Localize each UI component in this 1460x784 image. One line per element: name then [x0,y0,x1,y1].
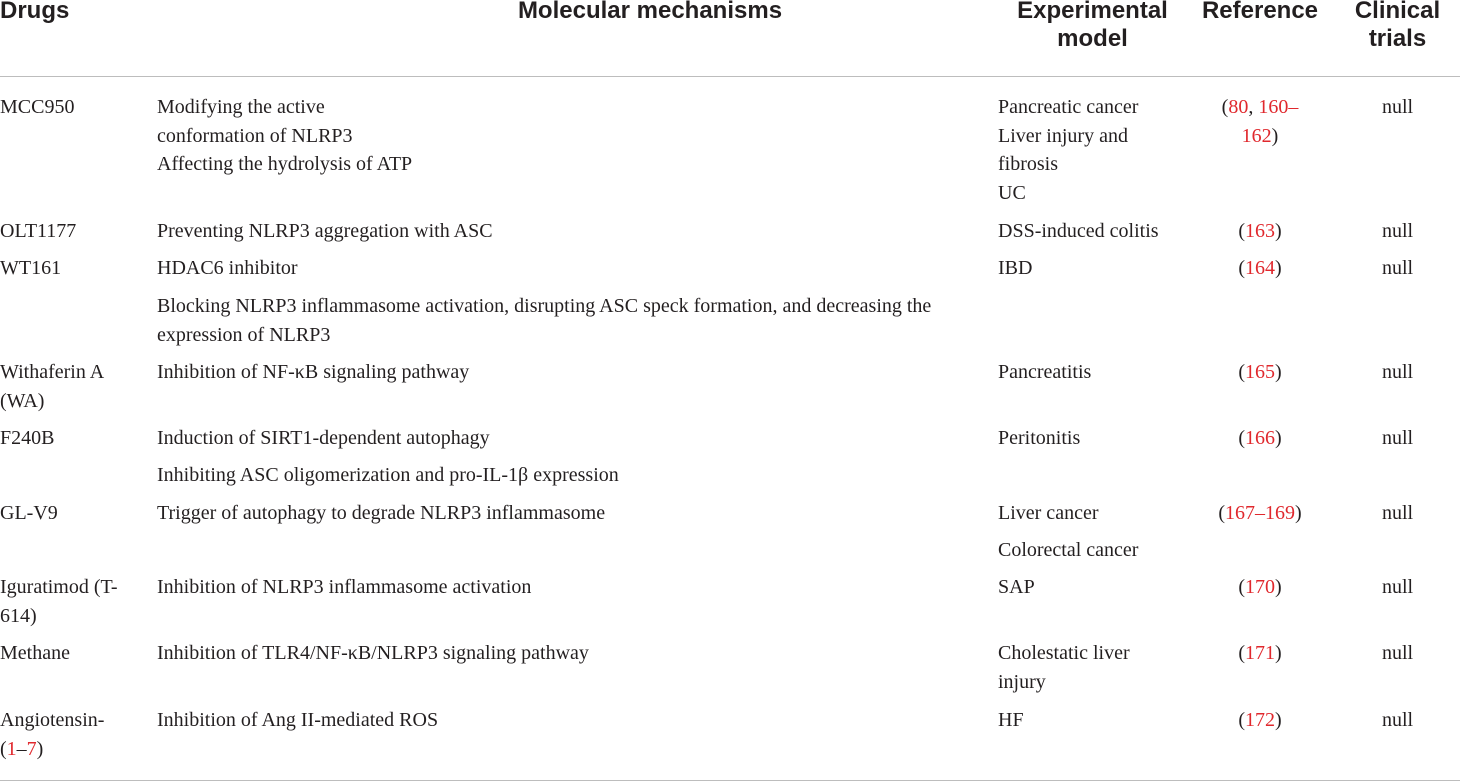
model-line: Pancreatic cancer [998,96,1139,118]
drug-name: Methane [0,642,70,664]
header-experimental-model-line2: model [1057,25,1128,52]
clinical-trials-cell: null [1381,642,1414,664]
reference-cell [1195,706,1325,735]
reference-link[interactable]: 163 [1245,220,1275,242]
drug-name-line: Withaferin A [0,361,105,383]
mechanism-cell: Inhibition of TLR4/NF-κB/NLRP3 signaling pathway [157,642,589,664]
mechanism-cell: Preventing NLRP3 aggregation with ASC [157,220,493,242]
header-clinical-trials [1340,0,1455,53]
clinical-trials-cell: null [1381,427,1414,449]
paren-open: ( [1238,220,1245,242]
drug-name: F240B [0,427,55,449]
model-cell: DSS-induced colitis [998,220,1159,242]
reference-cell [1195,639,1325,668]
header-clinical-trials-line2: trials [1368,25,1427,52]
paren-close: ) [1275,257,1282,279]
mechanism-cell: Inhibition of Ang II-mediated ROS [157,709,439,731]
model-line: UC [998,181,1026,204]
reference-cell [1195,93,1325,150]
reference-link[interactable]: 166 [1245,427,1275,449]
header-drugs: Drugs [0,0,70,24]
paren-open: ( [1238,642,1245,664]
separator: – [16,737,27,760]
model-cell: Colorectal cancer [998,539,1139,561]
header-reference: Reference [1201,0,1319,24]
clinical-trials-cell: null [1381,502,1414,524]
reference-link[interactable]: 1 [6,737,17,760]
model-line: Cholestatic liver [998,642,1130,664]
model-line: fibrosis [998,153,1058,175]
model-cell: SAP [998,576,1035,598]
reference-cell [1195,424,1325,453]
model-cell [998,93,1138,207]
header-molecular-mechanisms: Molecular mechanisms [517,0,783,24]
reference-cell [1195,254,1325,283]
paren-close: ) [1275,709,1282,731]
drug-name-line [0,735,104,764]
clinical-trials-cell: null [1381,361,1414,383]
header-clinical-trials-line1: Clinical [1354,0,1441,24]
mechanism-cell: Inhibition of NLRP3 inflammasome activation [157,576,532,598]
paren-open: ( [1238,576,1245,598]
mechanism-cell: Induction of SIRT1-dependent autophagy [157,427,490,449]
paren-open: ( [1218,502,1225,524]
drug-name: MCC950 [0,96,75,118]
reference-link[interactable]: 80 [1228,96,1249,118]
paren-close: ) [1275,220,1282,242]
drug-name-line: Iguratimod (T- [0,576,118,598]
reference-link[interactable]: 172 [1245,709,1275,731]
drug-name [0,573,118,630]
paren-close: ) [1295,502,1302,524]
mechanism-cell [157,93,412,179]
model-cell: HF [998,709,1024,731]
paren-open: ( [1238,257,1245,279]
mechanism-cell: HDAC6 inhibitor [157,257,298,279]
table-bottom-rule [0,780,1460,781]
reference-link[interactable]: 170 [1245,576,1275,598]
drug-name [0,358,104,415]
paren-open: ( [1238,361,1245,383]
clinical-trials-cell: null [1381,96,1414,118]
mechanism-cell: Trigger of autophagy to degrade NLRP3 inflammasome [157,502,606,524]
model-cell: Liver cancer [998,502,1099,524]
reference-link[interactable]: 164 [1245,257,1275,279]
drug-name-line: (WA) [0,389,45,412]
reference-link[interactable]: 167–169 [1225,502,1295,524]
header-divider [0,76,1460,77]
model-line: injury [998,670,1046,693]
reference-line [1195,93,1325,122]
mechanism-cell: Inhibition of NF-κB signaling pathway [157,361,470,383]
reference-link[interactable]: 162 [1241,124,1272,147]
paren-close: ) [1275,576,1282,598]
paren-open: ( [1238,427,1245,449]
model-cell: Peritonitis [998,427,1081,449]
reference-link[interactable]: 160– [1258,96,1299,118]
reference-link[interactable]: 165 [1245,361,1275,383]
drug-name: WT161 [0,257,62,279]
paren-open: ( [1238,709,1245,731]
reference-link[interactable]: 7 [26,737,37,760]
reference-line [1195,122,1325,151]
clinical-trials-cell: null [1381,220,1414,242]
model-line: Liver injury and [998,124,1128,147]
header-experimental-model-line1: Experimental [1017,0,1168,24]
header-experimental-model [1000,0,1185,53]
mechanism-cell [157,292,987,349]
paren-close: ) [1275,361,1282,383]
mechanism-line: Modifying the active [157,96,325,118]
clinical-trials-cell: null [1381,576,1414,598]
paren-open: ( [0,737,7,760]
paren-close: ) [1275,642,1282,664]
clinical-trials-cell: null [1381,709,1414,731]
reference-cell [1195,499,1325,528]
mechanism-line: Affecting the hydrolysis of ATP [157,153,413,175]
model-cell: IBD [998,257,1033,279]
paren-close: ) [1271,124,1279,147]
drug-name-line: 614) [0,604,37,627]
reference-cell [1195,358,1325,387]
paren-open: ( [1221,96,1229,118]
reference-cell [1195,573,1325,602]
drug-name: OLT1177 [0,220,77,242]
clinical-trials-cell: null [1381,257,1414,279]
mechanism-cell: Inhibiting ASC oligomerization and pro-IL-1β expression [157,464,619,486]
model-cell [998,639,1130,696]
paren-close: ) [1275,427,1282,449]
mechanism-line: conformation of NLRP3 [157,124,353,147]
paren-close: ) [36,737,44,760]
separator: , [1248,96,1259,118]
model-cell: Pancreatitis [998,361,1092,383]
drug-name: GL-V9 [0,502,58,524]
reference-cell [1195,217,1325,246]
reference-link[interactable]: 171 [1245,642,1275,664]
mechanism-text: Blocking NLRP3 inflammasome activation, disrupting ASC speck formation, and decreasing the expression of NLRP3 [157,295,932,346]
drug-name [0,706,104,763]
drug-name-line: Angiotensin- [0,709,105,731]
